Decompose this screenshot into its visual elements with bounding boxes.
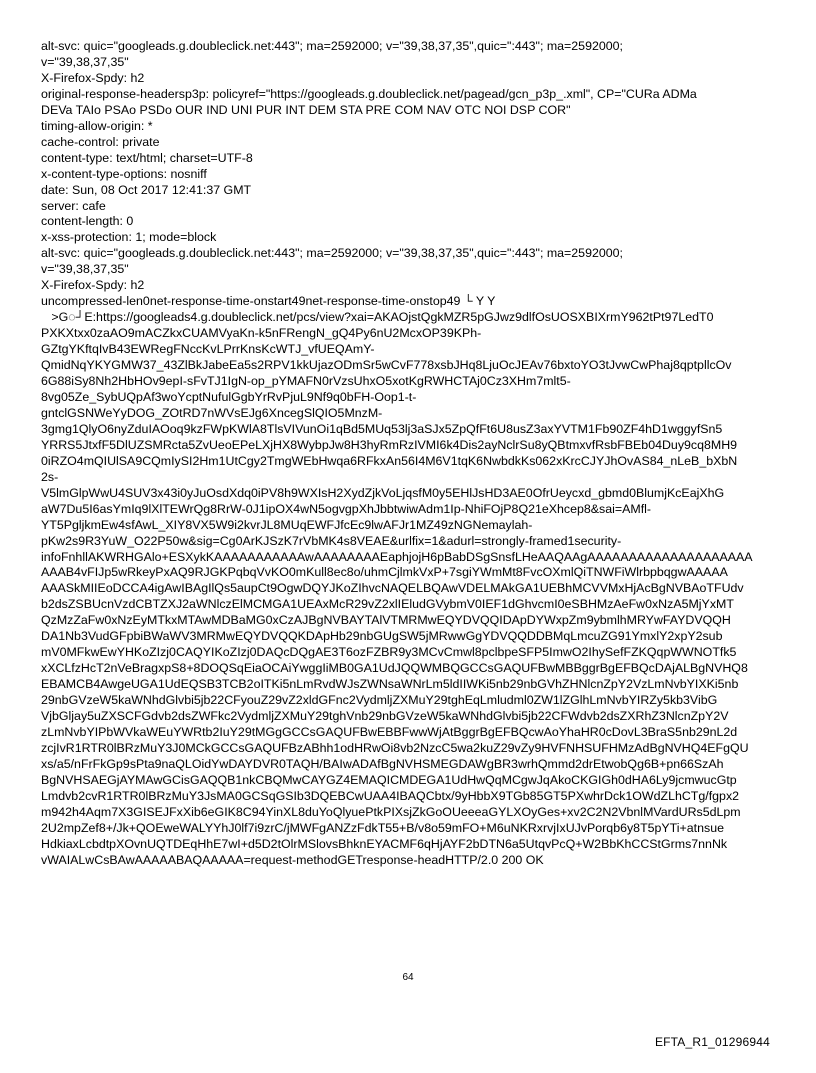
text-line: 6G88iSy8Nh2HbHOv9epI-sFvTJ1IgN-op_pYMAFN0rVzsUhxO5xotKgRWHCTAj0Cz3XHm7mlt5- xyxy=(41,374,571,389)
text-line: gntclGSNWeYyDOG_ZOtRD7nWVsEJg6XncegSlQIO5MnzM- xyxy=(41,405,383,420)
document-id-footer: EFTA_R1_01296944 xyxy=(654,1035,770,1049)
text-line: timing-allow-origin: * xyxy=(41,118,153,133)
text-line: 8vg05Ze_SybUQpAf3woYcptNufulGgbYrRvPjuL9Nf9q0bFH-Oop1-t- xyxy=(41,389,417,404)
text-line: v="39,38,37,35" xyxy=(41,54,129,69)
text-line: X-Firefox-Spdy: h2 xyxy=(41,278,145,293)
text-line: QmidNqYKYGMW37_43ZlBkJabeEa5s2RPV1kkUjazODmSr5wCvF778xsbJHq8LjuOcJEAv76bxtoYO3tJvwCwPhaj8qptpllcOv xyxy=(41,358,732,373)
text-line: m942h4Aqm7X3GISEJFxXib6eGIK8C94YinXL8duYoQlyuePtkPIXsjZkGoOUeeeaGYLXOyGes+xv2C2N2VbnlMVardURs5dLpm xyxy=(41,804,741,819)
text-line: VjbGljay5uZXSCFGdvb2dsZWFkc2VydmljZXMuY29tghVnb29nbGVzeW5kaWNhdGlvbi5jb22CFWdvb2dsZXRhZ3NlcnZpY2V xyxy=(41,709,729,724)
text-line: alt-svc: quic="googleads.g.doubleclick.net:443"; ma=2592000; v="39,38,37,35",quic=":443"; ma=2592000; xyxy=(41,39,623,53)
text-line: original-response-headersp3p: policyref="https://googleads.g.doubleclick.net/pagead/gcn_p3p_.xml", CP="CURa ADMa xyxy=(41,86,697,101)
document-body xyxy=(41,39,781,869)
text-line: 2s- xyxy=(41,469,59,484)
text-line: xs/a5/nFrFkGp9sPta9naQLOidYwDAYDVR0TAQH/BAIwADAfBgNVHSMEGDAWgBR3wrhQmmd2drEtwobQg6B+pn66SzAh xyxy=(41,756,724,771)
text-line: >G◌┘E:https://googleads4.g.doubleclick.net/pcs/view?xai=AKAOjstQgkMZR5pGJwz9dlfOsUOSXBIXrmY962tPt97LedT0 xyxy=(41,310,714,325)
text-line: AAASkMIIEoDCCA4igAwIBAgIlQs5aupCt9OgwDQYJKoZIhvcNAQELBQAwVDELMAkGA1UEBhMCVVMxHjAcBgNVBAoTFUdv xyxy=(41,581,744,596)
text-line: mV0MFkwEwYHKoZIzj0CAQYIKoZIzj0DAQcDQgAE3T6ozFZBR9y3MCvCmwl8pclbpeSFP5ImwO2IhySefFZKQqpWWNOTfk5 xyxy=(41,645,737,660)
text-line: server: cafe xyxy=(41,198,106,213)
text-line: cache-control: private xyxy=(41,134,160,149)
text-line: BgNVHSAEGjAYMAwGCisGAQQB1nkCBQMwCAYGZ4EMAQICMDEGA1UdHwQqMCgwJqAkoCKGIGh0dHA6Ly9jcmwucGtp xyxy=(41,772,737,787)
text-line: pKw2s9R3YuW_O22P50w&sig=Cg0ArKJSzK7rVbMK4s8VEAE&urlfix=1&adurl=strongly-framed1security- xyxy=(41,533,622,548)
text-line: content-type: text/html; charset=UTF-8 xyxy=(41,150,253,165)
text-line: QzMzZaFw0xNzEyMTkxMTAwMDBaMG0xCzAJBgNVBAYTAlVTMRMwEQYDVQQIDApDYWxpZm9ybmlhMRYwFAYDVQQH xyxy=(41,613,731,628)
text-line: EBAMCB4AwgeUGA1UdEQSB3TCB2oITKi5nLmRvdWJsZWNsaWNrLm5ldIIWKi5nb29nbGVhZHNlcnZpY2VzLmNvbYIXKi5nb xyxy=(41,677,739,692)
text-line: zLmNvbYIPbWVkaWEuYWRtb2IuY29tMGgGCCsGAQUFBwEBBFwwWjAtBggrBgEFBQcwAoYhaHR0cDovL3BraS5nb29nL2d xyxy=(41,724,738,739)
text-line: b2dsZSBUcnVzdCBTZXJ2aWNlczElMCMGA1UEAxMcR29vZ2xlIEludGVybmV0IEF1dGhvcmI0eSBHMzAeFw0xNzA5MjYxMT xyxy=(41,597,734,612)
text-line: DA1Nb3VudGFpbiBWaWV3MRMwEQYDVQQKDApHb29nbGUgSW5jMRwwGgYDVQQDDBMqLmcuZG91YmxlY2xpY2sub xyxy=(41,629,723,644)
text-line: v="39,38,37,35" xyxy=(41,262,129,277)
text-line: zcjIvR1RTR0lBRzMuY3J0MCkGCCsGAQUFBzABhh1odHRwOi8vb2NzcC5wa2kuZ29vZy9HVFNHSUFHMzAdBgNVHQ4EFgQU xyxy=(41,740,749,755)
text-line: X-Firefox-Spdy: h2 xyxy=(41,70,145,85)
text-line: x-content-type-options: nosniff xyxy=(41,166,207,181)
text-line: GZtgYKftqIvB43EWRegFNccKvLPrrKnsKcWTJ_vfUEQAmY- xyxy=(41,342,375,357)
text-line: aW7Du5I6asYmIq9lXlTEWrQg8RrW-0J1ipOX4wN5ogvgpXhJbbtwiwAdm1Ip-NhiFOjP8Q21eXhcep8&sai=AMfl- xyxy=(41,501,652,516)
text-line: alt-svc: quic="googleads.g.doubleclick.net:443"; ma=2592000; v="39,38,37,35",quic=":443"; ma=2592000; xyxy=(41,246,623,261)
text-line: 29nbGVzeW5kaWNhdGlvbi5jb22CFyouZ29vZ2xldGFnc2VydmljZXMuY29tghEqLmludml0ZW1lZGlhLmNvbYIRZy5kb3VibG xyxy=(41,693,718,708)
text-line: YT5PgljkmEw4sfAwL_XIY8VX5W9i2kvrJL8MUqEWFJfcEc9lwAFJr1MZ49zNGNemaylah- xyxy=(41,517,533,532)
text-line: x-xss-protection: 1; mode=block xyxy=(41,230,217,245)
text-line: infoFnhllAKWRHGAlo+ESXykKAAAAAAAAAAAwAAAAAAAAEaphjojH6pBabDSgSnsfLHeAAQAAgAAAAAAAAAAAAAAAAAAAA xyxy=(41,549,753,564)
text-line: vWAIALwCsBAwAAAAABAQAAAAA=request-methodGETresponse-headHTTP/2.0 200 OK xyxy=(41,852,544,867)
text-line: Lmdvb2cvR1RTR0lBRzMuY3JsMA0GCSqGSIb3DQEBCwUAA4IBAQCbtx/9yHbbX9TGb85GT5PXwhrDck1OWdZLhCTg/fgpx2 xyxy=(41,788,740,803)
text-line: date: Sun, 08 Oct 2017 12:41:37 GMT xyxy=(41,182,252,197)
text-line: content-length: 0 xyxy=(41,214,134,229)
text-line: 2U2mpZef8+/Jk+QOEweWALYYhJ0lf7i9zrC/jMWFgANZzFdkT55+B/v8o59mFO+M6uNKRxrvjIxUJvPorqb6y8T5pYTi+atnsue xyxy=(41,820,724,835)
page-number: 64 xyxy=(402,972,414,983)
text-line: uncompressed-len0net-response-time-onstart49net-response-time-onstop49 └ Y Y xyxy=(41,294,496,309)
text-line: DEVa TAIo PSAo PSDo OUR IND UNI PUR INT DEM STA PRE COM NAV OTC NOI DSP COR" xyxy=(41,102,571,117)
text-line: AAAB4vFIJp5wRkeyPxAQ9RJGKPqbqVvKO0mKull8ec8o/uhmCjlmkVxP+7sgiYWmMt8FvcOXmlQiTNWFiWlrbpbqgwAAAAA xyxy=(41,565,728,580)
text-line: V5lmGlpWwU4SUV3x43i0yJuOsdXdq0iPV8h9WXIsH2XydZjkVoLjqsfM0y5EHlJsHD3AE0OfrUeycxd_gbmd0BlumjKcEajXhG xyxy=(41,485,725,500)
text-line: xXCLfzHcT2nVeBragxpS8+8DOQSqEiaOCAiYwggIiMB0GA1UdJQQWMBQGCCsGAQUFBwMBBggrBgEFBQcDAjALBgNVHQ8 xyxy=(41,661,748,676)
text-line: 3gmg1QlyO6nyZduIAOoq9kzFWpKWlA8TlsVIVunOi1qBd5MUq53lj3aSJx5ZpQfFt6U8usZ3axYVTM1Fb90ZF4hD1wggyfSn5 xyxy=(41,421,723,436)
text-line: HdkiaxLcbdtpXOvnUQTDEqHhE7wI+d5D2tOlrMSlovsBhknEYACMF6qHjAYF2bDTN6a5UtqvPcQ+W2BbKhCCStGrms7nnNk xyxy=(41,836,728,851)
text-line: PXKXtxx0zaAO9mACZkxCUAMVyaKn-k5nFRengN_gQ4Py6nU2McxOP39KPh- xyxy=(41,326,482,341)
text-line: YRRS5JtxfF5DlUZSMRcta5ZvUeoEPeLXjHX8WybpJw8H3hyRmRzIVMI6k4Dis2ayNclrSu8yQBtmxvfRsbFBEb04Duy9cq8MH9 xyxy=(41,437,738,452)
text-line: 0iRZO4mQIUlSA9CQmIySI2Hm1UtCgy2TmgWEbHwqa6RFkxAn56I4M6V1tqK6NwbdkKs062xKrcCJYJhOvAS84_nLeB_bXbN xyxy=(41,453,738,468)
